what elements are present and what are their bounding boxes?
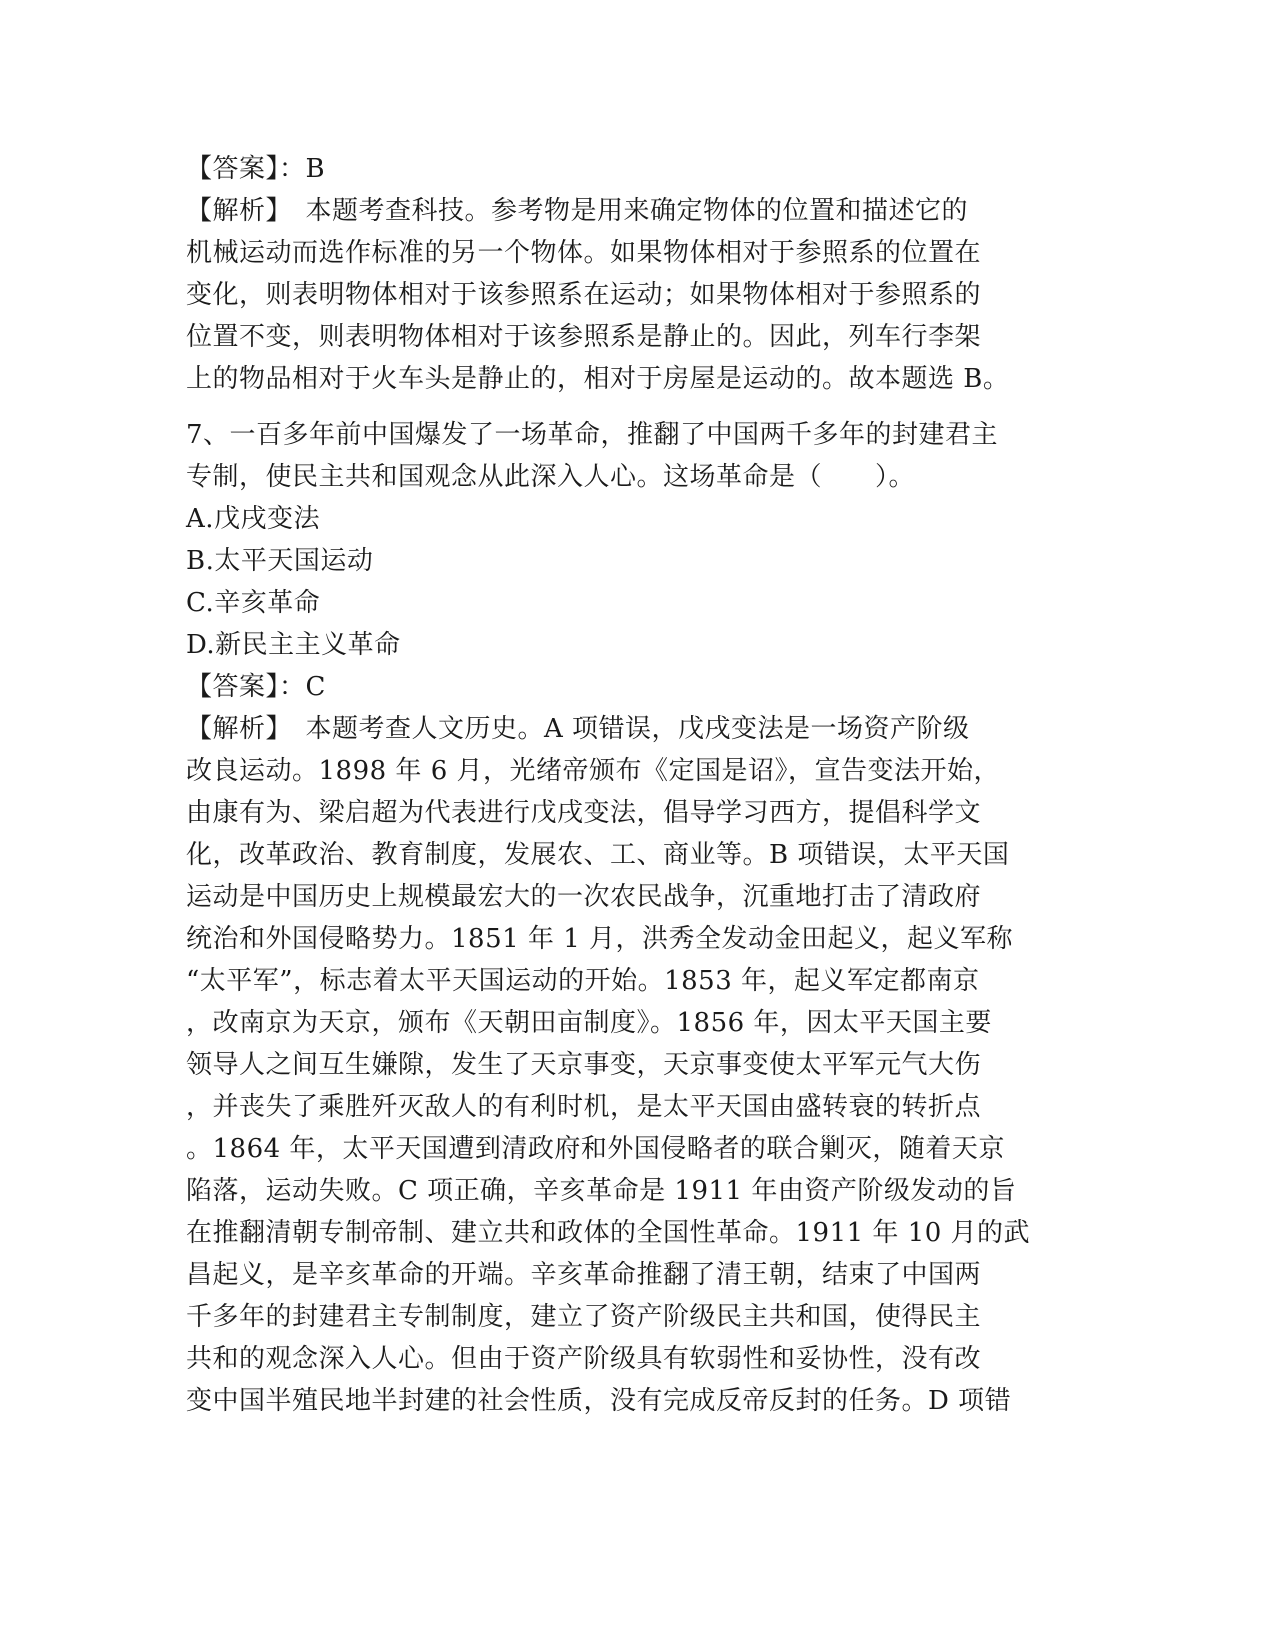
answer-line: 【答案】：C: [186, 672, 326, 702]
analysis-line: 昌起义，是辛亥革命的开端。辛亥革命推翻了清王朝，结束了中国两: [186, 1260, 982, 1290]
option-c: C.辛亥革命: [186, 588, 321, 618]
analysis-line: 【解析】 本题考查人文历史。A 项错误，戊戌变法是一场资产阶级: [186, 714, 970, 744]
analysis-line: 变中国半殖民地半封建的社会性质，没有完成反帝反封的任务。D 项错: [186, 1386, 1012, 1416]
analysis-line: ，改南京为天京，颁布《天朝田亩制度》。1856 年，因太平天国主要: [186, 1008, 992, 1038]
analysis-line: 共和的观念深入人心。但由于资产阶级具有软弱性和妥协性，没有改: [186, 1344, 982, 1374]
analysis-line: 变化，则表明物体相对于该参照系在运动；如果物体相对于参照系的: [186, 280, 982, 310]
page-content: [186, 148, 1066, 1422]
analysis-line: 领导人之间互生嫌隙，发生了天京事变，天京事变使太平军元气大伤: [186, 1050, 982, 1080]
analysis-line: 统治和外国侵略势力。1851 年 1 月，洪秀全发动金田起义，起义军称: [186, 924, 1014, 954]
option-d: D.新民主主义革命: [186, 630, 401, 660]
paragraph-gap: [186, 400, 1066, 414]
analysis-line: 在推翻清朝专制帝制、建立共和政体的全国性革命。1911 年 10 月的武: [186, 1218, 1031, 1248]
question-stem-line: 7、一百多年前中国爆发了一场革命，推翻了中国两千多年的封建君主: [186, 420, 999, 450]
question-stem-line: 专制，使民主共和国观念从此深入人心。这场革命是（ ）。: [186, 462, 916, 492]
analysis-line: 化，改革政治、教育制度，发展农、工、商业等。B 项错误，太平天国: [186, 840, 1010, 870]
analysis-line: 由康有为、梁启超为代表进行戊戌变法，倡导学习西方，提倡科学文: [186, 798, 982, 828]
answer-line: 【答案】：B: [186, 154, 326, 184]
analysis-line: 改良运动。1898 年 6 月，光绪帝颁布《定国是诏》，宣告变法开始，: [186, 756, 1001, 786]
analysis-line: ，并丧失了乘胜歼灭敌人的有利时机，是太平天国由盛转衰的转折点: [186, 1092, 982, 1122]
analysis-line: 【解析】 本题考查科技。参考物是用来确定物体的位置和描述它的: [186, 196, 969, 226]
analysis-line: 机械运动而选作标准的另一个物体。如果物体相对于参照系的位置在: [186, 238, 982, 268]
analysis-line: 位置不变，则表明物体相对于该参照系是静止的。因此，列车行李架: [186, 322, 982, 352]
option-b: B.太平天国运动: [186, 546, 374, 576]
analysis-line: 运动是中国历史上规模最宏大的一次农民战争，沉重地打击了清政府: [186, 882, 982, 912]
option-a: A.戊戌变法: [186, 504, 321, 534]
analysis-line: 千多年的封建君主专制制度，建立了资产阶级民主共和国，使得民主: [186, 1302, 982, 1332]
analysis-line: 陷落，运动失败。C 项正确，辛亥革命是 1911 年由资产阶级发动的旨: [186, 1176, 1017, 1206]
analysis-line: 上的物品相对于火车头是静止的，相对于房屋是运动的。故本题选 B。: [186, 364, 1010, 394]
analysis-line: 。1864 年，太平天国遭到清政府和外国侵略者的联合剿灭，随着天京: [186, 1134, 1005, 1164]
analysis-line: “太平军”，标志着太平天国运动的开始。1853 年，起义军定都南京: [186, 966, 980, 996]
